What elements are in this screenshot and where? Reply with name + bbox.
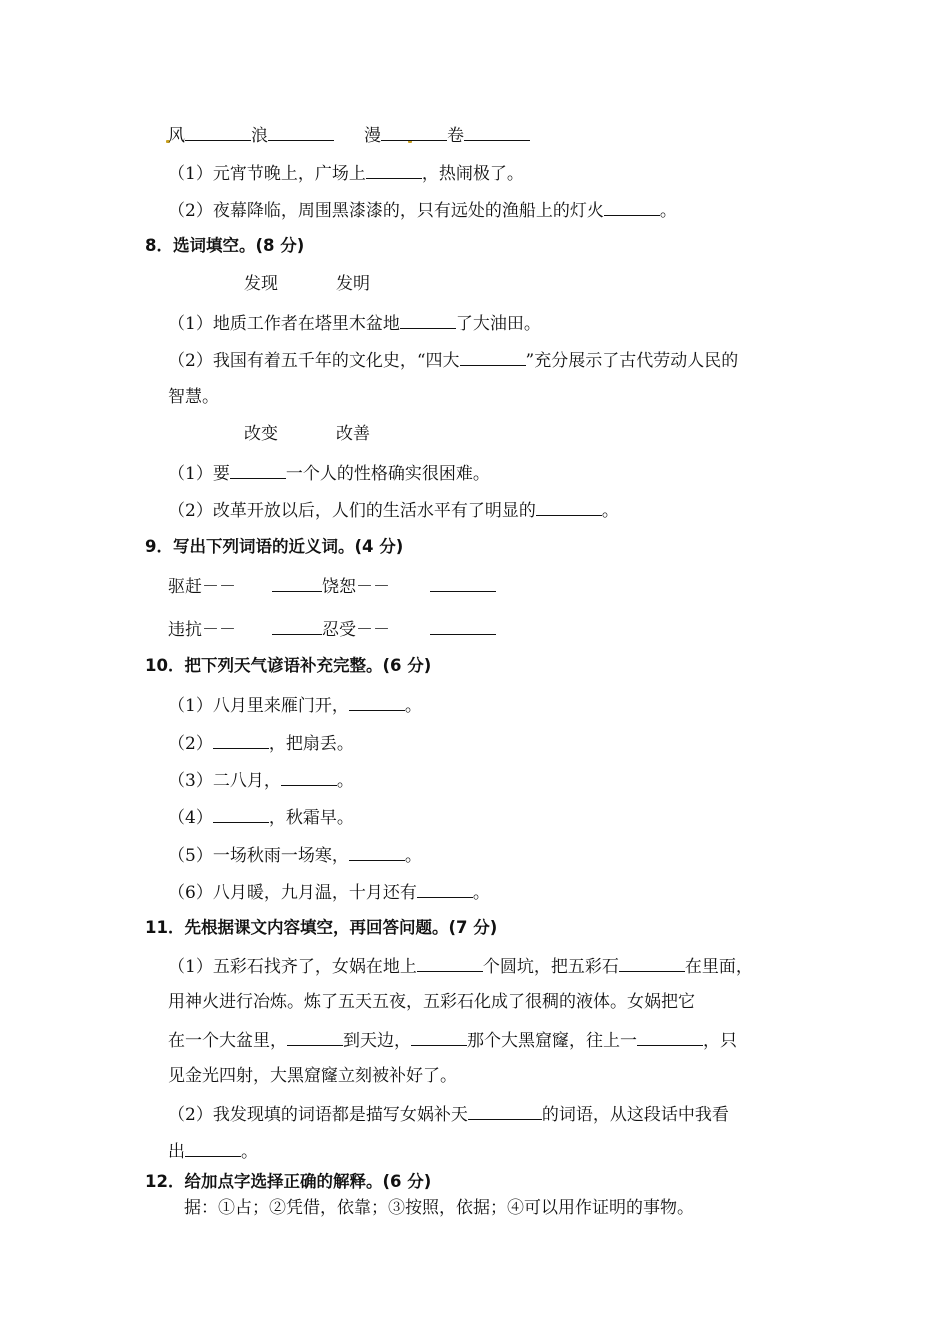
- q8-sentence-3: （1）要 一个人的性格确实很困难。: [168, 460, 490, 486]
- q11-paragraph-line-4: 见金光四射，大黑窟窿立刻被补好了。: [168, 1066, 457, 1086]
- word: 风: [168, 126, 185, 146]
- blank[interactable]: [268, 122, 334, 141]
- q7-sentence-2: （2）夜幕降临，周围黑漆漆的，只有远处的渔船上的灯火 。: [168, 197, 677, 223]
- q7-sentence-1: （1）元宵节晚上，广场上 ，热闹极了。: [168, 160, 524, 186]
- word: 漫: [364, 126, 381, 146]
- question-11-title: 11．先根据课文内容填空，再回答问题。(7 分): [145, 918, 498, 937]
- q10-item-5: （5）一场秋雨一场寒， 。: [168, 842, 422, 868]
- q10-item-3: （3）二八月， 。: [168, 767, 354, 793]
- blank[interactable]: [604, 197, 660, 216]
- word-choices: 改变 改善: [244, 424, 370, 444]
- blank[interactable]: [460, 347, 526, 366]
- blank[interactable]: [637, 1027, 703, 1046]
- q9-row-2: 违抗－－ 忍受－－: [168, 616, 496, 642]
- blank[interactable]: [468, 1101, 542, 1120]
- blank[interactable]: [185, 122, 251, 141]
- q9-row-1: 驱赶－－ 饶恕－－: [168, 573, 496, 599]
- q11-paragraph-line-1: （1）五彩石找齐了，女娲在地上 个圆坑，把五彩石 在里面，: [168, 953, 753, 979]
- blank[interactable]: [417, 953, 483, 972]
- blank[interactable]: [185, 1138, 241, 1157]
- word: 卷: [447, 126, 464, 146]
- q11-question-2: （2）我发现填的词语都是描写女娲补天 的词语，从这段话中我看: [168, 1101, 729, 1127]
- blank[interactable]: [381, 122, 447, 141]
- word-choices: 发现 发明: [244, 274, 370, 294]
- q8-sentence-4: （2）改革开放以后，人们的生活水平有了明显的 。: [168, 497, 619, 523]
- q11-paragraph-line-2: 用神火进行冶炼。炼了五天五夜，五彩石化成了很稠的液体。女娲把它: [168, 992, 695, 1012]
- question-9-title: 9．写出下列词语的近义词。(4 分): [145, 537, 404, 556]
- blank[interactable]: [464, 122, 530, 141]
- blank[interactable]: [230, 460, 286, 479]
- blank[interactable]: [281, 767, 337, 786]
- blank[interactable]: [417, 879, 473, 898]
- blank[interactable]: [619, 953, 685, 972]
- q11-question-2-cont: 出 。: [168, 1138, 258, 1164]
- blank[interactable]: [366, 160, 422, 179]
- blank[interactable]: [349, 842, 405, 861]
- blank[interactable]: [411, 1027, 467, 1046]
- blank[interactable]: [430, 616, 496, 635]
- q11-paragraph-line-3: 在一个大盆里， 到天边， 那个大黑窟窿，往上一 ，只: [168, 1027, 737, 1053]
- blank[interactable]: [213, 804, 269, 823]
- q10-item-2: （2） ，把扇丢。: [168, 730, 354, 756]
- q10-item-1: （1）八月里来雁门开， 。: [168, 692, 422, 718]
- blank[interactable]: [272, 616, 322, 635]
- blank[interactable]: [287, 1027, 343, 1046]
- q10-item-6: （6）八月暖，九月温，十月还有 。: [168, 879, 490, 905]
- blank[interactable]: [400, 310, 456, 329]
- question-8-title: 8．选词填空。(8 分): [145, 236, 305, 255]
- question-12-title: 12．给加点字选择正确的解释。(6 分): [145, 1172, 432, 1191]
- q12-definitions: 据：①占；②凭借，依靠；③按照，依据；④可以用作证明的事物。: [184, 1198, 694, 1218]
- question-10-title: 10．把下列天气谚语补充完整。(6 分): [145, 656, 432, 675]
- blank[interactable]: [349, 692, 405, 711]
- q8-sentence-2-cont: 智慧。: [168, 387, 219, 407]
- blank[interactable]: [536, 497, 602, 516]
- q8-sentence-2: （2）我国有着五千年的文化史，“四大 ”充分展示了古代劳动人民的: [168, 347, 738, 373]
- blank[interactable]: [272, 573, 322, 592]
- q10-item-4: （4） ，秋霜早。: [168, 804, 354, 830]
- word-fill-row: [168, 122, 530, 148]
- blank[interactable]: [213, 730, 269, 749]
- blank[interactable]: [430, 573, 496, 592]
- word: 浪: [251, 126, 268, 146]
- q8-sentence-1: （1）地质工作者在塔里木盆地 了大油田。: [168, 310, 541, 336]
